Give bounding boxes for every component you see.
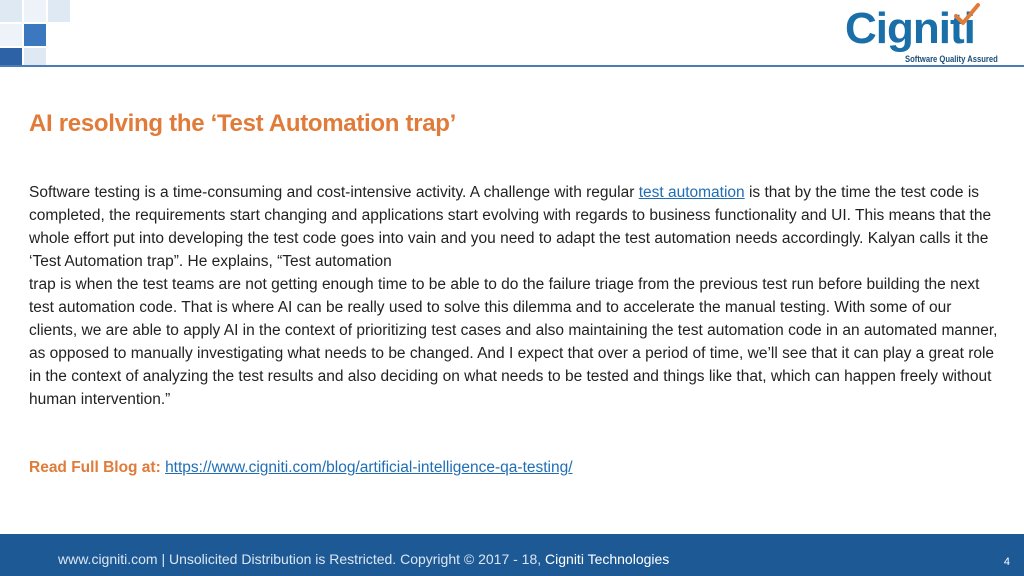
paragraph-text-start: Software testing is a time-consuming and cost-intensive activity. A challenge with regular: [29, 184, 639, 201]
logo-wordmark: Cigniti: [845, 4, 975, 53]
body-paragraph: [29, 181, 999, 411]
slide-title: AI resolving the ‘Test Automation trap’: [29, 110, 457, 137]
blog-url-link[interactable]: https://www.cigniti.com/blog/artificial-intelligence-qa-testing/: [165, 459, 573, 476]
test-automation-link[interactable]: test automation: [638, 184, 745, 201]
footer-copyright: [58, 551, 669, 567]
footer-company: Cigniti Technologies: [545, 551, 670, 567]
corner-decoration: [0, 0, 80, 70]
page-number: 4: [1003, 556, 1010, 568]
footer-bar: [0, 534, 1024, 576]
checkmark-icon: [953, 2, 981, 28]
cigniti-logo: [845, 2, 1015, 66]
read-full-blog: [29, 459, 573, 477]
read-full-blog-label: Read Full Blog at:: [29, 459, 161, 476]
footer-text: www.cigniti.com | Unsolicited Distribution is Restricted. Copyright © 2017 - 18,: [58, 551, 546, 567]
paragraph-text-end: trap is when the test teams are not getting enough time to be able to do the failure triage from the previous test run before building the next test automation code. That is where AI can be really used to solve this dilemma and to accelerate the manual testing. With some of our clients, we are able to apply AI in the context of prioritizing test cases and also maintaining the test automation code in an automated manner, as opposed to manually investigating what needs to be changed. And I expect that over a period of time, we’ll see that it can play a great role in the context of analyzing the test results and also deciding on what needs to be tested and things like that, which can happen freely without human intervention.”: [29, 276, 998, 408]
header-divider: [0, 65, 1024, 67]
paragraph-text-middle: is that by the time the test code is completed, the requirements start changing and applications start evolving with regards to business functionality and UI. This means that the whole effort put into developing the test code goes into vain and you need to adapt the test automation needs accordingly. Kalyan calls it the ‘Test Automation trap”. He explains, “Test automation: [29, 184, 992, 270]
logo-tagline: Software Quality Assured: [905, 54, 998, 64]
